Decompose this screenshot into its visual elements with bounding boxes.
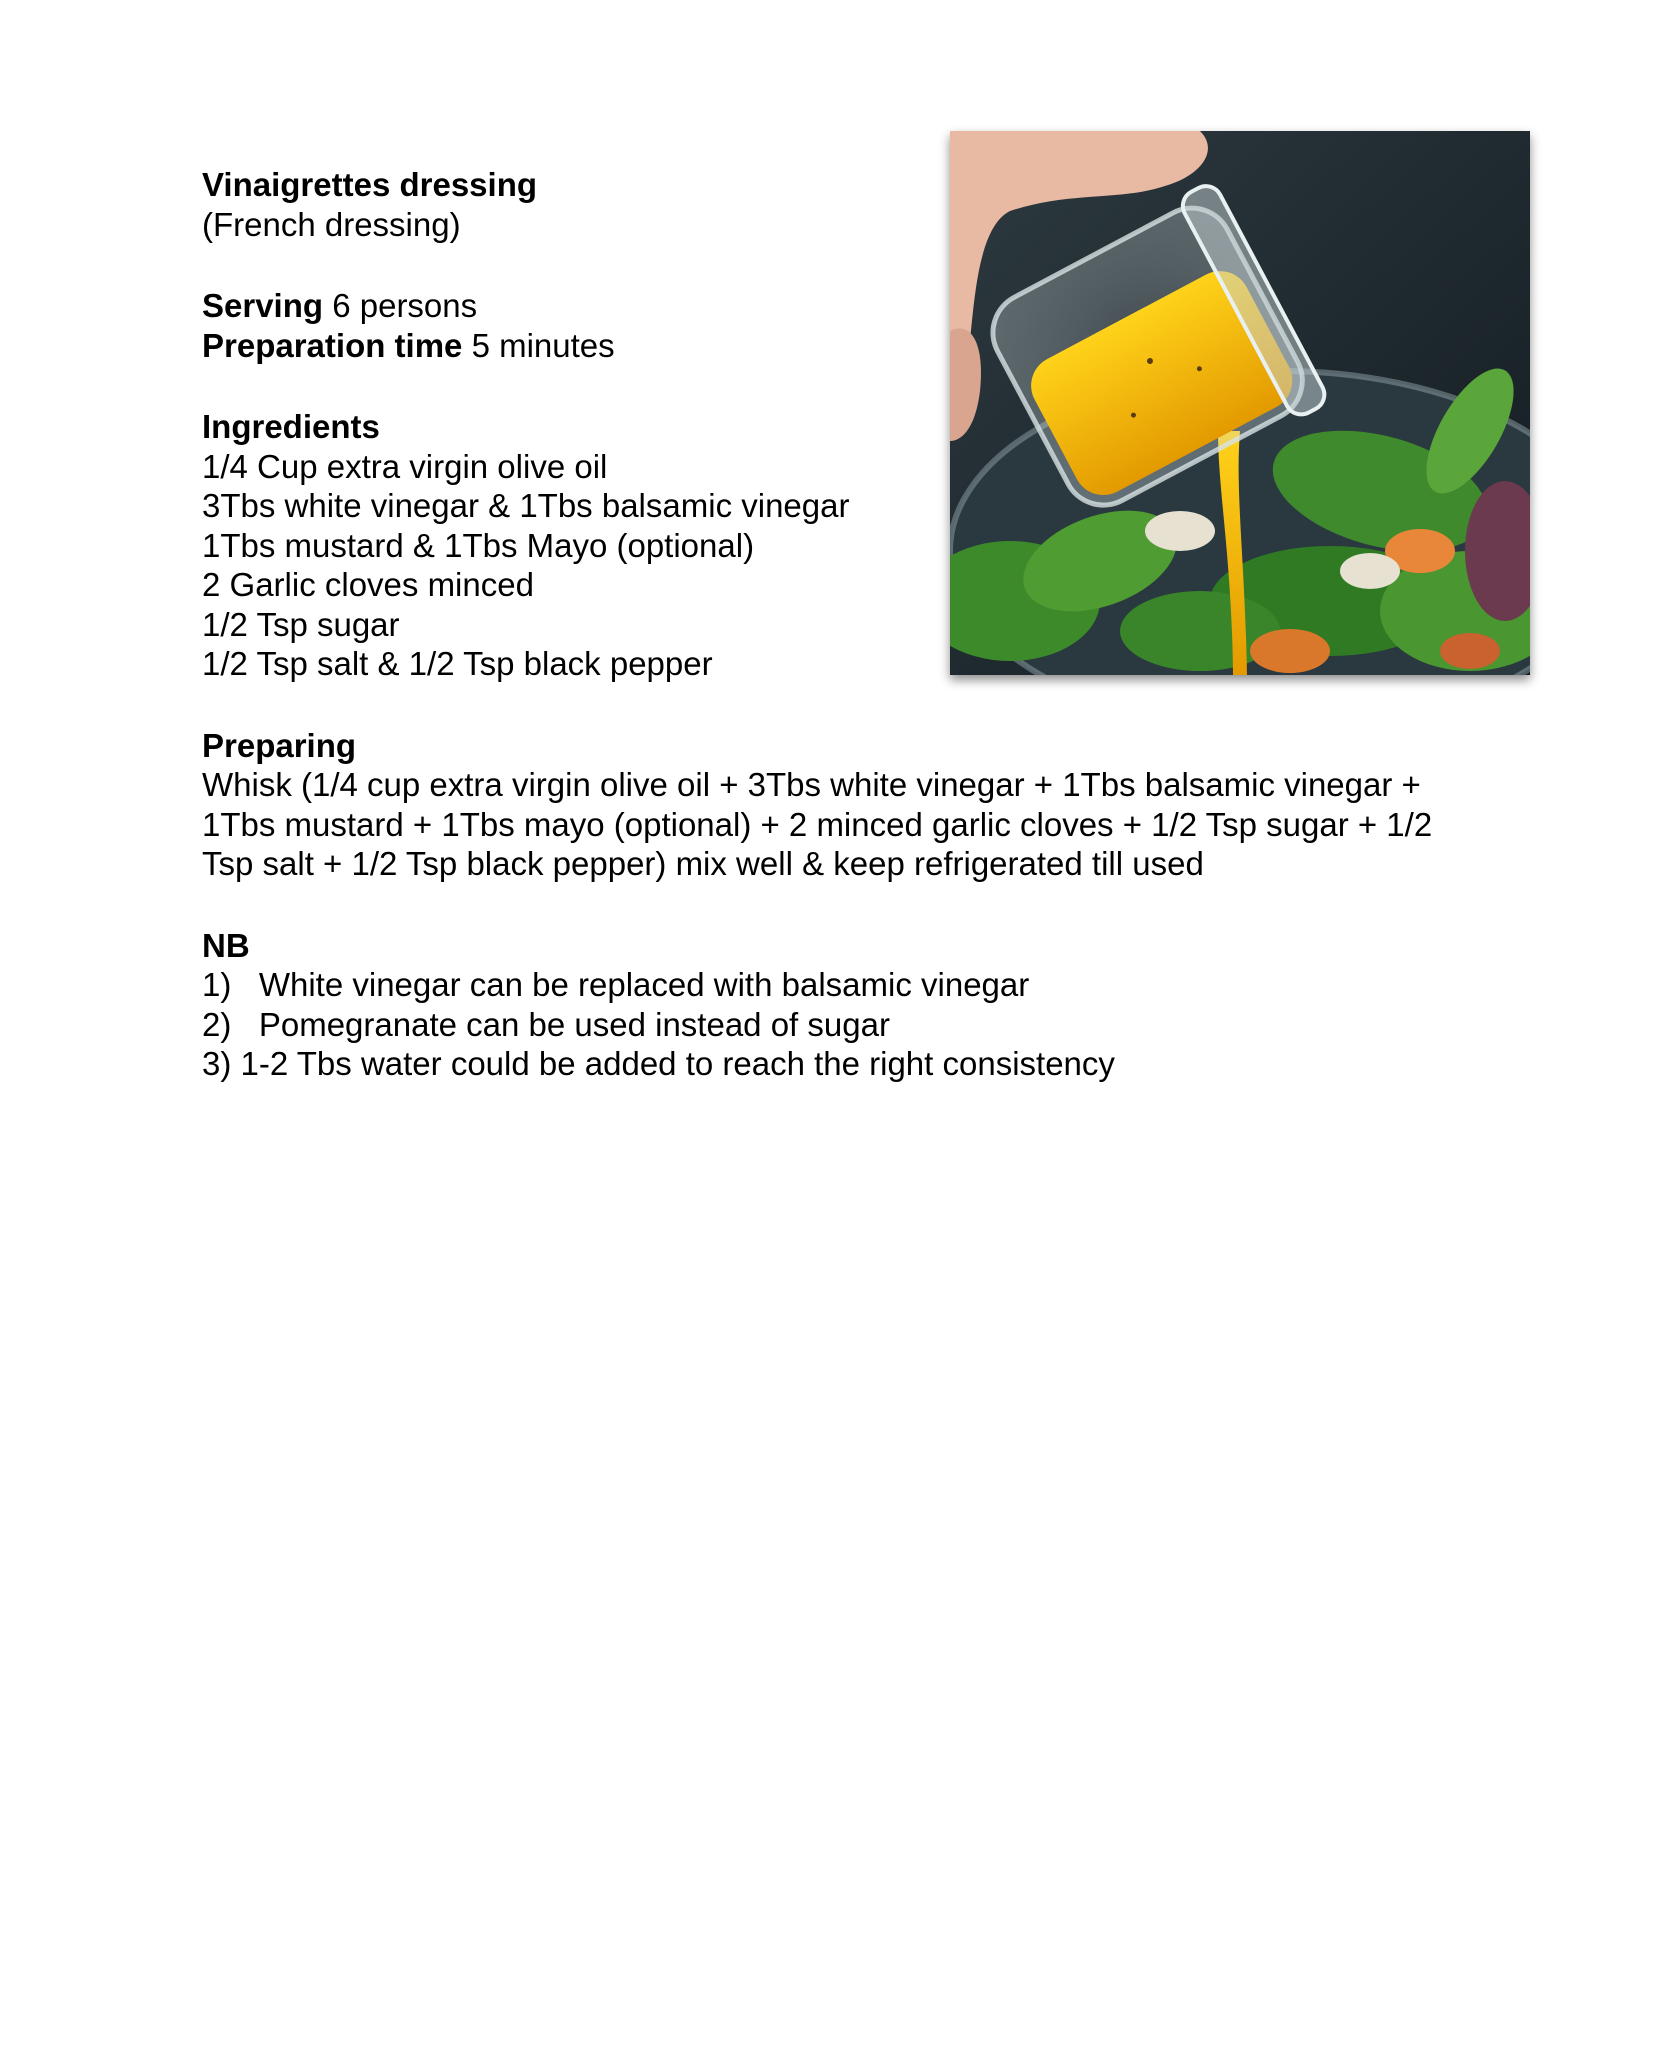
- ingredient-item: 1Tbs mustard & 1Tbs Mayo (optional): [202, 526, 755, 564]
- note-item: 1) White vinegar can be replaced with balsamic vinegar: [202, 966, 1030, 1003]
- ingredient-item: 3Tbs white vinegar & 1Tbs balsamic vinegar: [202, 487, 850, 524]
- serving-value: 6 persons: [323, 287, 478, 324]
- prep-time-label: Preparation time: [202, 326, 463, 364]
- serving-label: Serving: [202, 287, 324, 324]
- recipe-title: Vinaigrettes dressing: [202, 166, 538, 203]
- preparing-heading: Preparing: [202, 726, 357, 764]
- note-item: 3) 1-2 Tbs water could be added to reach the right consistency: [202, 1045, 1115, 1082]
- ingredient-item: 1/4 Cup extra virgin olive oil: [202, 447, 608, 485]
- ingredient-item: 2 Garlic cloves minced: [202, 566, 534, 603]
- ingredients-heading: Ingredients: [202, 408, 380, 445]
- recipe-subtitle: (French dressing): [202, 205, 461, 243]
- note-item: 2) Pomegranate can be used instead of sugar: [202, 1005, 890, 1043]
- ingredient-item: 1/2 Tsp sugar: [202, 605, 400, 643]
- nb-heading: NB: [202, 926, 250, 964]
- salad-dressing-illustration: [950, 131, 1530, 675]
- ingredient-item: 1/2 Tsp salt & 1/2 Tsp black pepper: [202, 645, 713, 682]
- prep-time-value: 5 minutes: [462, 326, 615, 364]
- preparing-text: Whisk (1/4 cup extra virgin olive oil + 3Tbs white vinegar + 1Tbs balsamic vinegar + 1Tbs mustard + 1Tbs mayo (optional) + 2 minced garlic cloves + 1/2 Tsp sugar + 1/2 Tsp salt + 1/2 Tsp black pepper) mix well & keep refrigerated till used: [202, 766, 1433, 882]
- salad-dressing-photo: [950, 131, 1530, 675]
